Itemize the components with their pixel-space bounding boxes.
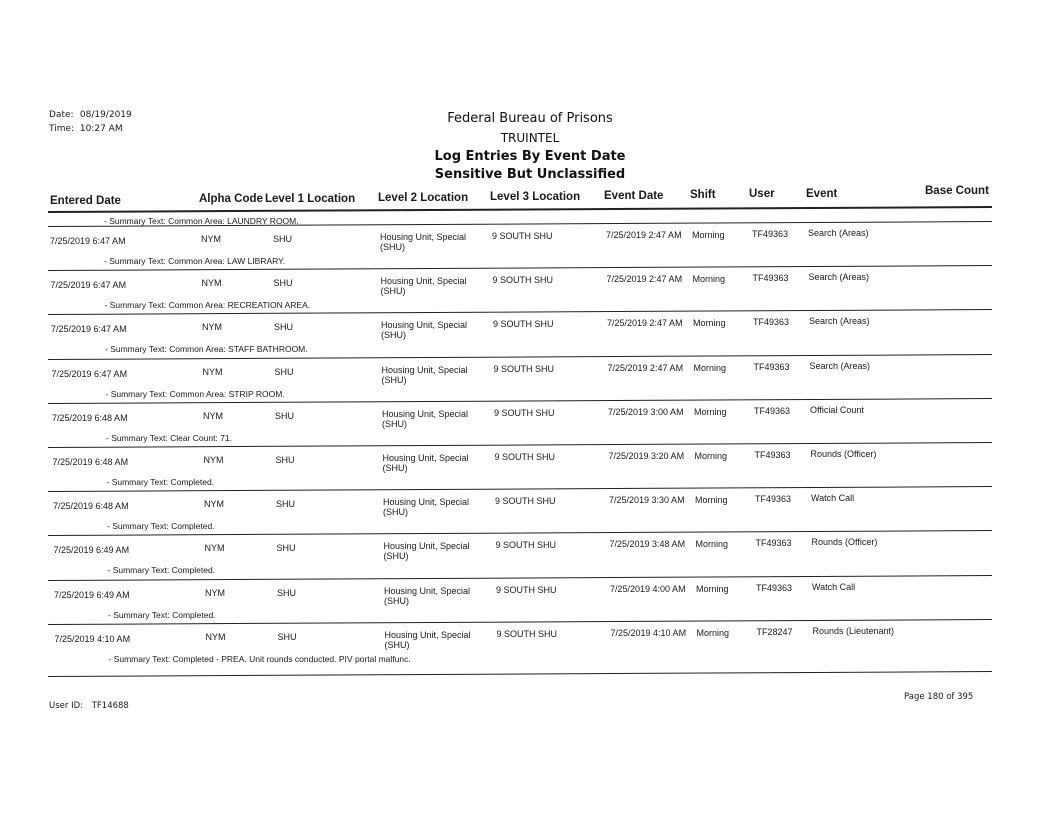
cell-alpha-code: NYM (201, 234, 221, 244)
footer-user-id (49, 701, 129, 711)
cell-level1: SHU (277, 631, 297, 642)
cell-user: TF49363 (756, 582, 793, 593)
cell-shift: Morning (694, 451, 728, 461)
cell-event: Watch Call (812, 581, 856, 592)
system-title: TRUINTEL (500, 131, 560, 145)
cell-alpha-code: NYM (202, 366, 223, 377)
col-level2: Level 2 Location (378, 192, 469, 204)
cell-event-date: 7/25/2019 4:00 AM (610, 583, 686, 594)
cell-user: TF49363 (752, 229, 789, 239)
table-row (0, 226, 1056, 270)
cell-user: TF49363 (755, 494, 792, 505)
cell-event-date: 7/25/2019 2:47 AM (606, 230, 682, 240)
col-level3: Level 3 Location (490, 191, 581, 203)
cell-level1: SHU (274, 322, 294, 333)
table-row (0, 535, 1056, 579)
summary-text: - Summary Text: Completed. (107, 565, 216, 576)
cell-entered-date: 7/25/2019 6:47 AM (50, 280, 127, 291)
summary-text: - Summary Text: Common Area: LAW LIBRARY. (104, 256, 286, 266)
col-event: Event (806, 188, 838, 200)
user-id-label: User ID: (49, 701, 83, 711)
col-level1: Level 1 Location (265, 193, 356, 205)
summary-text: - Summary Text: Completed. (107, 521, 215, 532)
cell-level2: Housing Unit, Special (SHU) (383, 541, 470, 562)
cell-level3: 9 SOUTH SHU (493, 363, 555, 374)
report-title: Log Entries By Event Date (434, 149, 626, 164)
cell-level3: 9 SOUTH SHU (496, 584, 557, 595)
cell-level3: 9 SOUTH SHU (495, 540, 557, 551)
cell-shift: Morning (696, 627, 730, 638)
cell-user: TF49363 (754, 405, 791, 416)
cell-alpha-code: NYM (203, 455, 224, 465)
cell-user: TF49363 (752, 273, 789, 284)
cell-alpha-code: NYM (204, 499, 224, 510)
cell-event: Rounds (Lieutenant) (812, 625, 895, 636)
cell-entered-date: 7/25/2019 6:49 AM (53, 545, 130, 556)
cell-entered-date: 7/25/2019 6:47 AM (51, 368, 128, 379)
cell-user: TF49363 (753, 317, 790, 328)
cell-level2: Housing Unit, Special (SHU) (383, 497, 470, 518)
cell-entered-date: 7/25/2019 6:49 AM (54, 589, 130, 600)
cell-event: Rounds (Officer) (811, 537, 878, 548)
cell-shift: Morning (696, 583, 729, 594)
cell-level2: Housing Unit, Special (SHU) (381, 320, 468, 341)
cell-level3: 9 SOUTH SHU (492, 275, 554, 286)
cell-entered-date: 7/25/2019 6:48 AM (53, 501, 129, 512)
cell-level2: Housing Unit, Special (SHU) (382, 408, 469, 429)
table-row (0, 447, 1056, 491)
col-user: User (749, 188, 775, 200)
cell-level3: 9 SOUTH SHU (493, 319, 554, 330)
table-row (0, 580, 1056, 624)
cell-user: TF49363 (755, 538, 792, 549)
cell-level2: Housing Unit, Special (SHU) (380, 276, 467, 297)
cell-event-date: 7/25/2019 3:20 AM (608, 451, 685, 461)
cell-entered-date: 7/25/2019 6:47 AM (51, 324, 127, 335)
cell-shift: Morning (693, 318, 726, 329)
cell-level1: SHU (277, 587, 297, 598)
cell-level3: 9 SOUTH SHU (495, 496, 556, 507)
col-shift: Shift (690, 189, 716, 201)
cell-alpha-code: NYM (205, 631, 226, 642)
cell-user: TF49363 (754, 450, 791, 460)
summary-text: - Summary Text: Clear Count: 71. (106, 432, 232, 443)
cell-event: Search (Areas) (809, 360, 871, 371)
table-row (0, 270, 1056, 314)
cell-alpha-code: NYM (204, 543, 225, 554)
report-time (49, 124, 123, 134)
report-date (49, 110, 132, 120)
table-row (0, 359, 1056, 403)
cell-alpha-code: NYM (202, 322, 222, 333)
summary-text: - Summary Text: Common Area: LAUNDRY ROOM. (104, 216, 299, 226)
cell-level2: Housing Unit, Special (SHU) (382, 453, 469, 473)
cell-level3: 9 SOUTH SHU (494, 407, 555, 418)
summary-text: - Summary Text: Completed. (108, 609, 216, 620)
page-number: Page 180 of 395 (904, 692, 974, 702)
summary-text: - Summary Text: Completed. (106, 477, 215, 487)
summary-text: - Summary Text: Common Area: STRIP ROOM. (105, 388, 285, 399)
date-value: 08/19/2019 (79, 110, 132, 120)
summary-text: - Summary Text: Common Area: STAFF BATHROOM. (105, 344, 308, 355)
col-base-count: Base Count (925, 185, 989, 197)
cell-event-date: 7/25/2019 3:00 AM (608, 406, 684, 417)
time-value: 10:27 AM (79, 124, 123, 134)
col-event-date: Event Date (604, 190, 664, 202)
cell-level3: 9 SOUTH SHU (496, 628, 558, 639)
cell-event: Rounds (Officer) (810, 449, 877, 459)
cell-level1: SHU (275, 455, 295, 465)
cell-user: TF49363 (753, 361, 790, 372)
cell-event: Watch Call (811, 493, 855, 504)
cell-entered-date: 7/25/2019 4:10 AM (54, 633, 131, 644)
cell-level1: SHU (273, 278, 293, 289)
cell-event-date: 7/25/2019 3:30 AM (609, 495, 685, 506)
cell-entered-date: 7/25/2019 6:48 AM (52, 457, 129, 467)
table-row (0, 624, 1056, 668)
cell-shift: Morning (693, 362, 727, 373)
cell-level1: SHU (274, 366, 294, 377)
cell-shift: Morning (695, 495, 728, 506)
cell-level2: Housing Unit, Special (SHU) (381, 364, 468, 385)
cell-shift: Morning (695, 539, 729, 550)
table-row (0, 491, 1056, 535)
cell-level3: 9 SOUTH SHU (494, 452, 556, 462)
cell-shift: Morning (692, 230, 725, 240)
summary-text: - Summary Text: Common Area: RECREATION AREA. (104, 300, 311, 311)
cell-level3: 9 SOUTH SHU (492, 231, 553, 241)
summary-text: - Summary Text: Completed - PREA. Unit rounds conducted. PIV portal malfunc. (108, 653, 411, 664)
cell-alpha-code: NYM (201, 278, 222, 289)
cell-level1: SHU (273, 234, 293, 244)
org-title: Federal Bureau of Prisons (447, 111, 613, 126)
header-divider (48, 206, 992, 213)
cell-level1: SHU (276, 543, 296, 554)
cell-entered-date: 7/25/2019 6:47 AM (50, 236, 126, 246)
cell-level1: SHU (275, 410, 295, 421)
cell-event: Search (Areas) (809, 316, 870, 327)
cell-event-date: 7/25/2019 4:10 AM (610, 627, 687, 638)
cell-level2: Housing Unit, Special (SHU) (380, 232, 467, 252)
cell-event: Search (Areas) (808, 228, 869, 238)
cell-level2: Housing Unit, Special (SHU) (384, 629, 471, 650)
col-alpha-code: Alpha Code (199, 193, 263, 205)
cell-event: Official Count (810, 404, 864, 415)
cell-level1: SHU (276, 499, 296, 510)
user-id-value: TF14688 (91, 701, 129, 711)
cell-alpha-code: NYM (203, 410, 223, 421)
table-row (0, 403, 1056, 447)
cell-alpha-code: NYM (205, 587, 225, 598)
cell-event-date: 7/25/2019 2:47 AM (606, 274, 683, 285)
cell-event: Search (Areas) (808, 272, 870, 283)
cell-shift: Morning (694, 406, 727, 417)
cell-shift: Morning (692, 274, 726, 285)
cell-level2: Housing Unit, Special (SHU) (384, 585, 471, 606)
time-label: Time: (49, 124, 75, 134)
col-entered-date: Entered Date (50, 195, 121, 207)
classification-label: Sensitive But Unclassified (434, 167, 626, 182)
cell-user: TF28247 (756, 626, 793, 637)
cell-entered-date: 7/25/2019 6:48 AM (52, 412, 128, 423)
cell-event-date: 7/25/2019 3:48 AM (609, 539, 686, 550)
table-row (0, 314, 1056, 358)
cell-event-date: 7/25/2019 2:47 AM (607, 362, 684, 373)
date-label: Date: (49, 110, 74, 120)
cell-event-date: 7/25/2019 2:47 AM (607, 318, 683, 329)
table-bottom-divider (48, 671, 992, 677)
